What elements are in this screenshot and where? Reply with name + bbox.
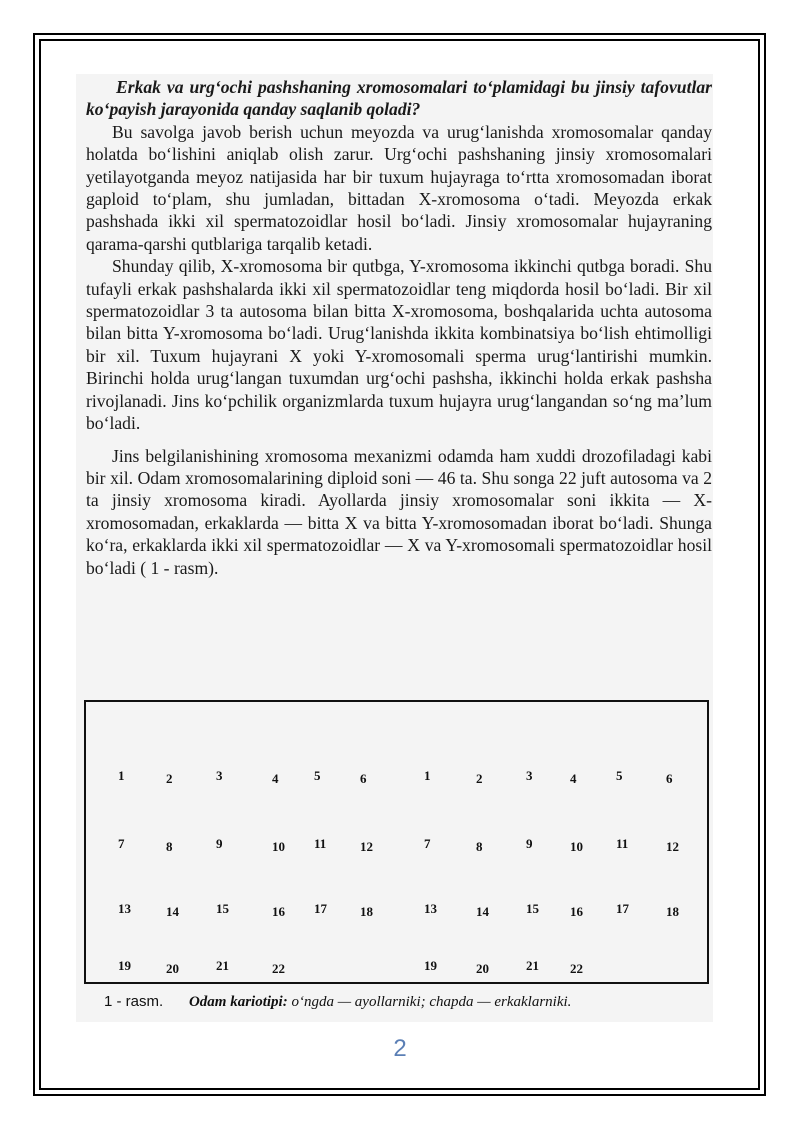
chromosome-label-left-1: 1 bbox=[118, 768, 125, 783]
chromosome-label-left-5: 5 bbox=[314, 768, 321, 783]
figure-caption bbox=[104, 993, 704, 1011]
chromosome-label-right-15: 15 bbox=[526, 901, 539, 916]
chromosome-label-left-4: 4 bbox=[272, 771, 279, 786]
chromosome-label-left-3: 3 bbox=[216, 768, 223, 783]
caption-label: 1 - rasm. bbox=[104, 993, 164, 1010]
chromosome-label-right-2: 2 bbox=[476, 771, 483, 786]
chromosome-label-right-9: 9 bbox=[526, 836, 533, 851]
chromosome-label-left-16: 16 bbox=[272, 904, 285, 919]
chromosome-label-left-2: 2 bbox=[166, 771, 173, 786]
chromosome-label-right-17: 17 bbox=[616, 901, 629, 916]
chromosome-label-right-16: 16 bbox=[570, 904, 583, 919]
chromosome-label-left-13: 13 bbox=[118, 901, 131, 916]
chromosome-label-left-10: 10 bbox=[272, 839, 285, 854]
paragraph-1: Bu savolga javob berish uchun meyozda va urug‘lanishda xromosomalar qanday holatda bo‘lishini aniqlab olish zarur. Urg‘ochi pashshaning jinsiy xromosomalari yetilayotganda meyoz natijasida har bir tuxum hujayraga to‘rtta xromosomadan iborat gaploid to‘plam, shu jumladan, bittadan X-xromosoma o‘tadi. Meyozda erkak pashshada ikki xil spermatozoidlar hosil bo‘ladi. Jinsiy xromosomalar hujayraning qarama-qarshi qutblariga tarqalib ketadi. bbox=[86, 121, 712, 254]
chromosome-label-left-7: 7 bbox=[118, 836, 125, 851]
chromosome-label-right-22: 22 bbox=[570, 961, 583, 976]
chromosome-label-right-1: 1 bbox=[424, 768, 431, 783]
chromosome-label-right-10: 10 bbox=[570, 839, 583, 854]
chromosome-label-right-4: 4 bbox=[570, 771, 577, 786]
chromosome-label-right-20: 20 bbox=[476, 961, 489, 976]
chromosome-label-left-9: 9 bbox=[216, 836, 223, 851]
chromosome-label-right-13: 13 bbox=[424, 901, 437, 916]
chromosome-label-right-3: 3 bbox=[526, 768, 533, 783]
chromosome-label-right-19: 19 bbox=[424, 958, 437, 973]
chromosome-label-left-6: 6 bbox=[360, 771, 367, 786]
chromosome-label-left-19: 19 bbox=[118, 958, 131, 973]
chromosome-label-left-22: 22 bbox=[272, 961, 285, 976]
karyotype-figure bbox=[84, 700, 709, 984]
chromosome-label-right-14: 14 bbox=[476, 904, 489, 919]
chromosome-label-left-12: 12 bbox=[360, 839, 373, 854]
chromosome-label-left-21: 21 bbox=[216, 958, 229, 973]
chromosome-label-right-5: 5 bbox=[616, 768, 623, 783]
chromosome-label-left-15: 15 bbox=[216, 901, 229, 916]
chromosome-label-right-6: 6 bbox=[666, 771, 673, 786]
chromosome-label-right-12: 12 bbox=[666, 839, 679, 854]
chromosome-label-right-21: 21 bbox=[526, 958, 539, 973]
chromosome-label-left-18: 18 bbox=[360, 904, 373, 919]
caption-title: Odam kariotipi: bbox=[188, 994, 288, 1010]
page-number: 2 bbox=[393, 1035, 407, 1062]
paragraph-2: Shunday qilib, X-xromosoma bir qutbga, Y-xromosoma ikkinchi qutbga boradi. Shu tufayli erkak pashshalarda ikki xil spermatozoidlar teng miqdorda hosil bo‘ladi. Bir xil spermatozoidlar 3 ta autosoma bilan bitta X-xromosoma, boshqalarida uchta autosoma bilan bitta Y-xromosoma bo‘ladi. Urug‘lanishda ikkita kombinatsiya bo‘lish ehtimolligi bir xil. Tuxum hujayrani X yoki Y-xromosomali sperma urug‘lantirishi mumkin. Birinchi holda urug‘langan tuxumdan urg‘ochi pashsha, ikkinchi holda erkak pashsha rivojlanadi. Jins ko‘pchilik organizmlarda tuxum hujayra urug‘langandan so‘ng ma’lum bo‘ladi. bbox=[86, 256, 712, 434]
body-text bbox=[86, 76, 712, 579]
chromosome-label-left-20: 20 bbox=[166, 961, 179, 976]
chromosome-label-right-8: 8 bbox=[476, 839, 483, 854]
chromosome-label-right-7: 7 bbox=[424, 836, 431, 851]
chromosome-label-right-18: 18 bbox=[666, 904, 679, 919]
section-heading: Erkak va urg‘ochi pashshaning xromosomalari to‘plamidagi bu jinsiy tafovutlar ko‘payish jarayonida qanday saqlanib qoladi? bbox=[86, 77, 712, 120]
chromosome-label-left-8: 8 bbox=[166, 839, 173, 854]
chromosome-label-left-14: 14 bbox=[166, 904, 179, 919]
chromosome-label-left-17: 17 bbox=[314, 901, 327, 916]
caption-text: o‘ngda — ayollarniki; chapda — erkaklarniki. bbox=[291, 994, 572, 1010]
chromosome-label-left-11: 11 bbox=[314, 836, 327, 851]
chromosome-label-right-11: 11 bbox=[616, 836, 629, 851]
paragraph-3: Jins belgilanishining xromosoma mexanizmi odamda ham xuddi drozofiladagi kabi bir xil. Odam xromosomalarining diploid soni — 46 ta. Shu songa 22 juft autosoma va 2 ta jinsiy xromosoma kiradi. Ayollarda jinsiy xromosomalar soni ikkita — X-xromosomadan, erkaklarda — bitta X va bitta Y-xromosomadan iborat bo‘ladi. Shunga ko‘ra, erkaklarda ikki xil spermatozoidlar — X va Y-xromosomali spermatozoidlar hosil bo‘ladi ( 1 - rasm). bbox=[86, 445, 712, 578]
